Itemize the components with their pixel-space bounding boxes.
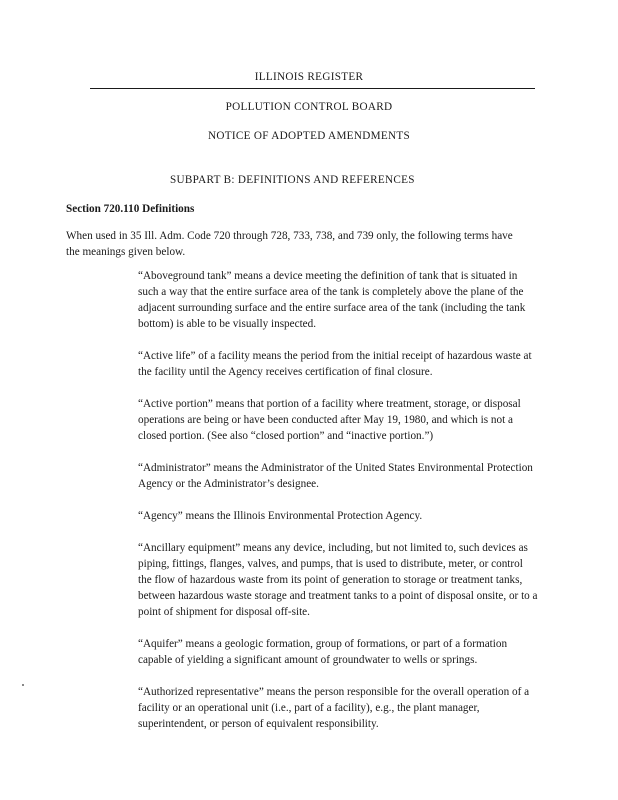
definition-ancillary-equipment: “Ancillary equipment” means any device, including, but not limited to, such devices as piping, fittings, flanges, valves, and pumps, that is used to distribute, meter, or control the flow of hazardous waste from its point of generation to storage or treatment tanks, between hazardous waste storage and treatment tanks to a point of disposal onsite, or to a point of shipment for disposal off-site. xyxy=(138,542,538,618)
definition-aboveground-tank: “Aboveground tank” means a device meeting the definition of tank that is situated in such a way that the entire surface area of the tank is completely above the plane of the adjacent surrounding surface and the entire surface area of the tank (including the tank bottom) is able to be visually inspected. xyxy=(138,270,526,330)
intro-paragraph: When used in 35 Ill. Adm. Code 720 through 728, 733, 738, and 739 only, the following terms have the meanings given below. xyxy=(66,230,513,258)
scan-speck xyxy=(22,684,24,686)
subpart-heading: SUBPART B: DEFINITIONS AND REFERENCES xyxy=(170,174,415,186)
section-heading: Section 720.110 Definitions xyxy=(66,203,195,215)
header-rule xyxy=(90,88,535,89)
definition-authorized-representative: “Authorized representative” means the person responsible for the overall operation of a facility or an operational unit (i.e., part of a facility), e.g., the plant manager, superintendent, or person of equivalent responsibility. xyxy=(138,686,530,730)
definition-agency: “Agency” means the Illinois Environmental Protection Agency. xyxy=(138,510,423,522)
notice-title: NOTICE OF ADOPTED AMENDMENTS xyxy=(207,130,410,142)
definition-aquifer: “Aquifer” means a geologic formation, group of formations, or part of a formation capable of yielding a significant amount of groundwater to wells or springs. xyxy=(138,638,508,666)
definition-administrator: “Administrator” means the Administrator of the United States Environmental Protection Agency or the Administrator’s designee. xyxy=(138,462,533,490)
definitions-list xyxy=(138,268,538,748)
definition-active-life: “Active life” of a facility means the period from the initial receipt of hazardous waste at the facility until the Agency receives certification of final closure. xyxy=(138,350,532,378)
board-name: POLLUTION CONTROL BOARD xyxy=(225,101,393,113)
definition-active-portion: “Active portion” means that portion of a facility where treatment, storage, or disposal operations are being or have been conducted after May 19, 1980, and which is not a closed portion. (See also “closed portion” and “inactive portion.”) xyxy=(138,398,521,442)
register-title: ILLINOIS REGISTER xyxy=(254,71,364,83)
